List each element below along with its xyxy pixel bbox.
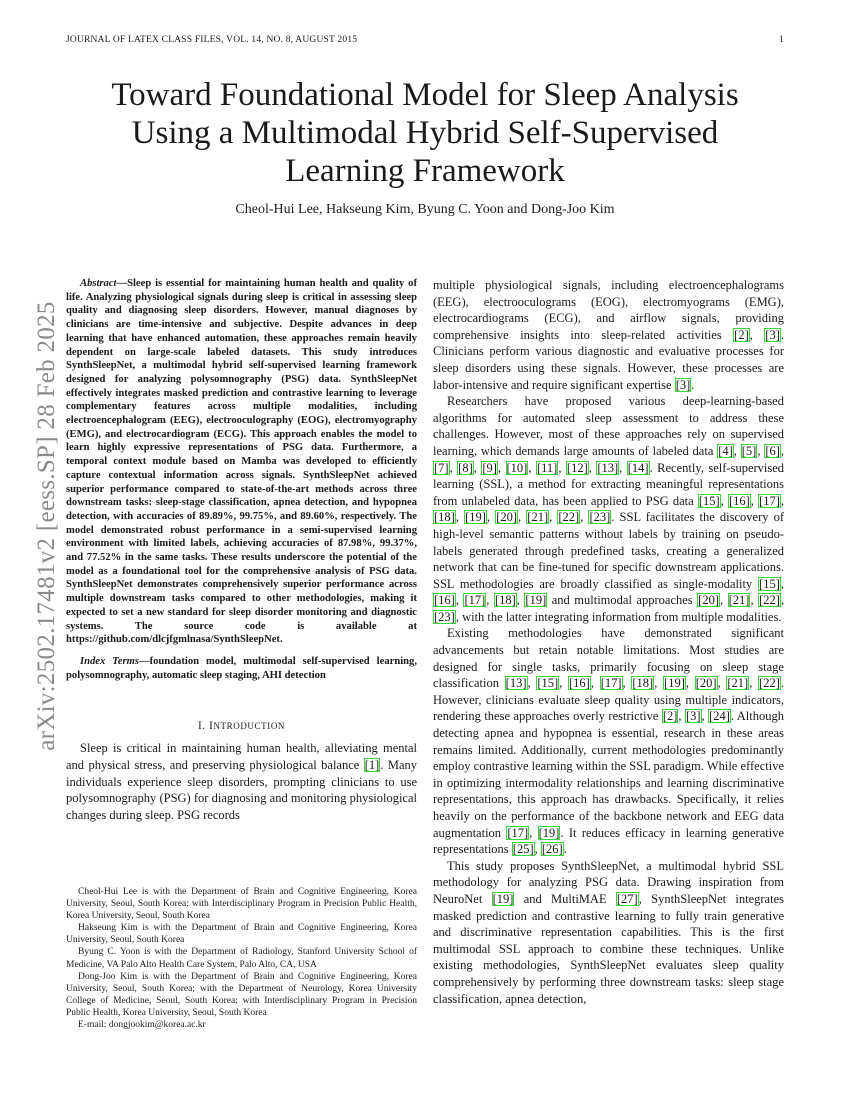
abstract-text: —Sleep is essential for maintaining human health and quality of life. Analyzing physiological signals during sleep is critical in assessing sleep quality and diagnosing sleep disorders. However, manual diagnoses by clinicians are time-intensive and subjective. Despite advances in deep learning that have enhanced automation, these approaches remain heavily dependent on large-scale labeled datasets. This study introduces SynthSleepNet, a multimodal hybrid self-supervised learning framework designed for analyzing polysomnography (PSG) data. SynthSleepNet effectively integrates masked prediction and contrastive learning to leverage complementary features across multiple modalities, including electroencephalogram (EEG), electrooculography (EOG), electromyography (EMG), and electrocardiogram (ECG). This approach enables the model to learn highly expressive representations of PSG data. Furthermore, a temporal context module based on Mamba was developed to efficiently capture contextual information across signals. SynthSleepNet achieved superior performance compared to state-of-the-art methods across three downstream tasks: sleep-stage classification, apnea detection, and hypopnea detection, with accuracies of 89.89%, 99.75%, and 89.60%, respectively. The model demonstrated robust performance in a semi-supervised learning environment with limited labels, achieving accuracies of 87.98%, 99.37%, and 77.52% in the same tasks. These results underscore the potential of the model as a foundational tool for the comprehensive analysis of PSG data. SynthSleepNet demonstrates comprehensively superior performance across multiple downstream tasks compared to other methodologies, making it expected to set a new standard for sleep disorder monitoring and diagnostic systems. The source code is available at https://github.com/dlcjfgmlnasa/SynthSleepNet. <box>66 278 417 646</box>
citation-link[interactable]: [1] <box>364 757 380 772</box>
citation-link[interactable]: [2] <box>662 709 678 724</box>
body-text: , <box>750 493 759 508</box>
author-list: Cheol-Hui Lee, Hakseung Kim, Byung C. Yoon and Dong-Joo Kim <box>235 202 615 217</box>
citation-link[interactable]: [25] <box>512 842 534 857</box>
body-text: , <box>720 493 728 508</box>
body-text: , <box>473 460 482 475</box>
citation-link[interactable]: [16] <box>728 493 750 508</box>
body-text: , <box>733 443 741 458</box>
body-text: , <box>720 593 728 608</box>
arxiv-stamp <box>33 288 60 763</box>
body-text: , <box>549 510 558 525</box>
body-text: , <box>780 493 785 508</box>
paper-title: Toward Foundational Model for Sleep Analysis Using a Multimodal Hybrid Self-Supervised Learning Framework <box>111 77 739 189</box>
citation-link[interactable]: [27] <box>616 891 638 906</box>
body-text: Sleep is critical in maintaining human health, alleviating mental and physical stress, and preserving physiological balance <box>66 741 417 772</box>
body-text: . Although detecting apnea and hypopnea is essential, research in these areas remains limited. Additionally, current methodologies predominantly employ contrastive learning within the SSL paradigm. While effective in optimizing intermodality relationships and learning discriminative representations, this approach has drawbacks. Specifically, it relies heavily on the performance of the backbone network and EEG data augmentation <box>433 709 784 840</box>
intro-paragraph <box>66 740 417 823</box>
body-text: . <box>691 377 695 392</box>
body-text: multiple physiological signals, including electroencephalograms (EEG), electrooculograms (EOG), electromyograms (EMG), electrocardiograms (ECG), and airflow signals, providing comprehensive insights into sleep-related activities <box>433 278 784 342</box>
body-text: , <box>780 576 784 591</box>
citation-link[interactable]: [22] <box>759 593 780 608</box>
citation-link[interactable]: [16] <box>434 593 455 608</box>
citation-link[interactable]: [7] <box>434 460 449 475</box>
citation-link[interactable]: [3] <box>675 377 691 392</box>
left-column <box>66 277 417 823</box>
footnote: Dong-Joo Kim is with the Department of Brain and Cognitive Engineering, Korea University, Seoul, South Korea; with the Department of Neurology, Korea University College of Medicine, Seoul, South Korea; with Interdisciplinary Program in Precision Public Health, Korea University, Seoul, South Korea <box>66 971 417 1018</box>
abstract <box>66 277 417 647</box>
body-text: . Clinicians perform various diagnostic and evaluative processes for sleep disorders using these signals. However, these processes are labor-intensive and require significant expertise <box>433 327 784 392</box>
body-paragraph <box>433 625 784 857</box>
footnote: E-mail: dongjookim@korea.ac.kr <box>78 1020 206 1031</box>
body-paragraph <box>433 858 784 1007</box>
citation-link[interactable]: [22] <box>759 676 780 691</box>
arxiv-stamp-text: arXiv:2502.17481v2 [eess.SP] 28 Feb 2025 <box>33 300 60 751</box>
body-text: , <box>486 510 496 525</box>
body-text: , <box>619 460 627 475</box>
body-text: , <box>588 460 597 475</box>
citation-link[interactable]: [21] <box>728 593 750 608</box>
citation-link[interactable]: [21] <box>727 676 749 691</box>
citation-link[interactable]: [19] <box>664 676 685 691</box>
body-text: , <box>486 593 494 608</box>
body-text: . It reduces efficacy in learning generative representations <box>433 825 784 857</box>
citation-link[interactable]: [19] <box>538 825 560 840</box>
body-text: , <box>750 593 759 608</box>
body-text: , <box>558 460 566 475</box>
citation-link[interactable]: [14] <box>627 460 649 475</box>
body-text: , <box>654 676 664 691</box>
footnote: Hakseung Kim is with the Department of Brain and Cognitive Engineering, Korea University, Seoul, South Korea <box>66 923 417 946</box>
page-number: 1 <box>779 35 784 45</box>
section-heading <box>66 720 417 732</box>
citation-link[interactable]: [19] <box>465 510 486 525</box>
footnote: Cheol-Hui Lee is with the Department of Brain and Cognitive Engineering, Korea University, Seoul, South Korea; with Interdisciplinary Program in Precision Public Health, Korea University, Seoul, South Korea <box>66 887 417 922</box>
citation-link[interactable]: [18] <box>434 510 455 525</box>
citation-link[interactable]: [6] <box>765 443 780 458</box>
citation-link[interactable]: [10] <box>506 460 528 475</box>
body-text: , <box>559 676 569 691</box>
body-text: . SSL facilitates the discovery of high-level semantic patterns without labels by training on pseudo-labels generated through predefined tasks, creating a generalized network that can be fine-tuned for specific downstream applications. SSL methodologies are broadly classified as single-modality <box>433 510 785 591</box>
body-text: , <box>701 709 709 724</box>
body-text: , <box>527 676 537 691</box>
section-numeral: I. <box>197 720 210 733</box>
running-header: JOURNAL OF LATEX CLASS FILES, VOL. 14, NO. 8, AUGUST 2015 <box>66 35 358 45</box>
index-terms-text: —foundation model, multimodal self-supervised learning, polysomnography, automatic sleep staging, AHI detection <box>66 655 417 681</box>
body-text: , <box>749 676 759 691</box>
citation-link[interactable]: [13] <box>505 676 527 691</box>
body-text: , <box>455 510 465 525</box>
body-text: , <box>449 460 458 475</box>
citation-link[interactable]: [18] <box>632 676 654 691</box>
body-text: and multimodal approaches <box>547 593 698 608</box>
citation-link[interactable]: [19] <box>525 593 547 608</box>
body-paragraph <box>433 277 784 393</box>
body-text: . However, clinicians evaluate sleep quality using multiple indicators, rendering these approaches overly restrictive <box>433 676 784 724</box>
body-text: . Recently, self-supervised learning (SSL), a method for extracting meaningful representations from unlabeled data, has been applied to PSG data <box>433 460 785 508</box>
citation-link[interactable]: [20] <box>698 593 719 608</box>
citation-link[interactable]: [17] <box>759 493 780 508</box>
body-text: This study proposes SynthSleepNet, a multimodal hybrid SSL methodology for analyzing PSG data. Drawing inspiration from NeuroNet <box>433 858 784 906</box>
citation-link[interactable]: [2] <box>734 327 749 342</box>
body-text: , <box>590 676 600 691</box>
citation-link[interactable]: [12] <box>566 460 588 475</box>
citation-link[interactable]: [16] <box>569 676 590 691</box>
citation-link[interactable]: [26] <box>541 842 563 857</box>
body-text: , <box>455 593 464 608</box>
citation-link[interactable]: [3] <box>685 709 701 724</box>
section-title: NTRODUCTION <box>213 721 286 732</box>
citation-link[interactable]: [3] <box>765 327 780 342</box>
body-paragraph <box>433 393 784 625</box>
citation-link[interactable]: [20] <box>496 510 518 525</box>
abstract-label: Abstract <box>80 278 117 289</box>
citation-link[interactable]: [24] <box>709 709 730 724</box>
citation-link[interactable]: [5] <box>741 443 757 458</box>
right-column <box>433 277 784 1007</box>
citation-link[interactable]: [17] <box>600 676 622 691</box>
citation-link[interactable]: [17] <box>507 825 529 840</box>
citation-link[interactable]: [15] <box>759 576 780 591</box>
body-text: , <box>534 842 541 857</box>
citation-link[interactable]: [15] <box>698 493 720 508</box>
body-text: , <box>529 825 538 840</box>
body-text: , <box>780 593 785 608</box>
body-text: , <box>685 676 695 691</box>
index-terms <box>66 655 417 682</box>
citation-link[interactable]: [18] <box>494 593 516 608</box>
body-text: , with the latter integrating information from multiple modalities. <box>455 609 782 624</box>
citation-link[interactable]: [11] <box>536 460 558 475</box>
footnotes <box>66 886 417 1031</box>
body-text: . Many individuals experience sleep disorders, prompting clinicians to use polysomnography (PSG) for diagnosing and monitoring physiological changes during sleep. PSG records <box>66 757 417 822</box>
citation-link[interactable]: [8] <box>458 460 473 475</box>
citation-link[interactable]: [20] <box>695 676 717 691</box>
citation-link[interactable]: [19] <box>492 891 514 906</box>
body-text: , <box>580 510 589 525</box>
citation-link[interactable]: [15] <box>537 676 559 691</box>
body-text: , <box>497 460 506 475</box>
citation-link[interactable]: [23] <box>589 510 611 525</box>
body-text: Existing methodologies have demonstrated significant advancements but retain notable limitations. Most studies are designed for single tasks, primarily focusing on sleep stage classification <box>433 626 784 691</box>
body-text: , <box>717 676 727 691</box>
body-text: , <box>528 460 536 475</box>
body-text: and MultiMAE <box>514 891 616 906</box>
index-terms-label: Index Terms <box>80 655 139 667</box>
body-text: , <box>516 593 525 608</box>
citation-link[interactable]: [17] <box>464 593 486 608</box>
citation-link[interactable]: [21] <box>527 510 549 525</box>
footnote: Byung C. Yoon is with the Department of Radiology, Stanford University School of Medicine, VA Palo Alto Health Care System, Palo Alto, CA, USA <box>66 947 417 970</box>
body-text: , <box>518 510 527 525</box>
section-initial: I <box>209 720 214 733</box>
body-text: . <box>563 842 567 857</box>
body-text: , SynthSleepNet integrates masked prediction and contrastive learning to fully train generative and discriminative representation capabilities. This is the first multimodal SSL approach to combine these techniques. Unlike existing methodologies, SynthSleepNet evaluates sleep quality comprehensively by performing three downstream tasks: sleep stage classification, apnea detection, <box>433 891 784 1006</box>
body-text: , <box>757 443 765 458</box>
citation-link[interactable]: [9] <box>482 460 497 475</box>
citation-link[interactable]: [4] <box>718 443 733 458</box>
body-text: , <box>780 443 785 458</box>
citation-link[interactable]: [23] <box>434 609 455 624</box>
citation-link[interactable]: [22] <box>558 510 580 525</box>
body-text: , <box>622 676 632 691</box>
body-text: , <box>678 709 685 724</box>
body-text: Researchers have proposed various deep-learning-based algorithms for automated sleep assessment to address these challenges. However, most of these approaches rely on supervised learning, which demands large amounts of labeled data <box>433 394 784 458</box>
citation-link[interactable]: [13] <box>597 460 619 475</box>
body-text: , <box>749 327 765 342</box>
